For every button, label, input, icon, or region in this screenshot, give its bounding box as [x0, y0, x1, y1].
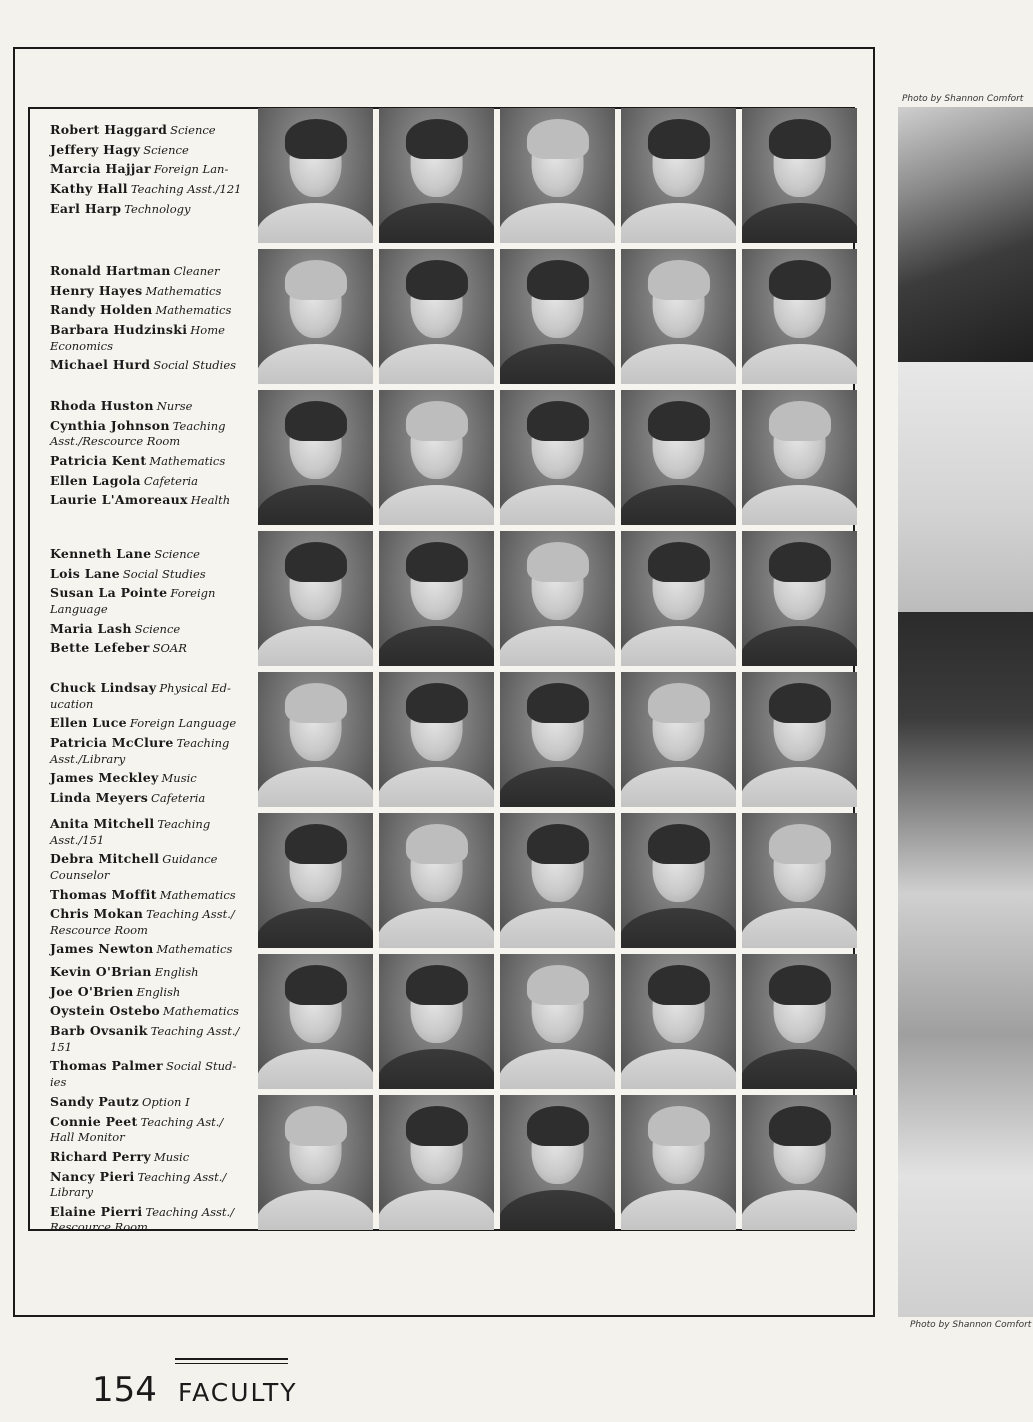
faculty-name: Oystein Ostebo [50, 1003, 161, 1019]
faculty-name: Debra Mitchell [50, 851, 160, 867]
caption-entry [50, 964, 250, 980]
faculty-portrait [258, 954, 373, 1089]
faculty-dept: Teaching Asst./151 [50, 817, 211, 847]
portrait-hair [405, 824, 467, 865]
faculty-name: James Meckley [50, 770, 159, 786]
caption-entry [50, 941, 250, 957]
faculty-portrait [621, 954, 736, 1089]
portrait-hair [284, 401, 346, 442]
faculty-dept: Mathematics [159, 887, 236, 902]
faculty-dept: Mathematics [156, 942, 233, 957]
caption-entry [50, 621, 250, 637]
faculty-portrait [621, 108, 736, 243]
caption-entry [50, 357, 250, 373]
portrait-shoulders [258, 767, 373, 808]
faculty-dept: Cafeteria [151, 790, 206, 805]
faculty-name: Laurie L'Amoreaux [50, 492, 188, 508]
portrait-hair [647, 401, 709, 442]
faculty-dept: Social Studies [122, 566, 206, 581]
faculty-name: Sandy Pautz [50, 1094, 139, 1109]
faculty-portrait [379, 249, 494, 384]
portrait-hair [647, 965, 709, 1006]
caption-entry [50, 492, 250, 508]
portrait-hair [526, 824, 588, 865]
faculty-portrait [500, 954, 615, 1089]
faculty-name: Rhoda Huston [50, 398, 154, 413]
faculty-portrait [742, 672, 857, 807]
portrait-shoulders [742, 485, 857, 526]
faculty-dept: Teaching Asst./ Rescource Room [50, 907, 235, 937]
caption-entry [50, 1058, 250, 1089]
caption-entry [50, 715, 250, 731]
faculty-dept: Cleaner [173, 264, 220, 278]
portrait-hair [405, 260, 467, 301]
faculty-dept: Science [170, 123, 216, 137]
faculty-dept: Music [153, 1149, 190, 1164]
faculty-name: Nancy Pieri [50, 1168, 135, 1184]
faculty-portrait [500, 108, 615, 243]
caption-entry [50, 816, 250, 847]
portrait-hair [284, 542, 346, 583]
faculty-name: Ellen Lagola [50, 472, 141, 488]
faculty-portrait [379, 531, 494, 666]
portrait-shoulders [621, 344, 736, 385]
caption-entry [50, 1169, 250, 1200]
faculty-name: Anita Mitchell [50, 816, 155, 831]
portrait-hair [768, 542, 830, 583]
portrait-hair [405, 542, 467, 583]
portrait-shoulders [621, 1190, 736, 1231]
portrait-grid [258, 108, 855, 1230]
faculty-name: Maria Lash [50, 620, 132, 636]
portrait-shoulders [258, 344, 373, 385]
portrait-shoulders [379, 626, 494, 667]
faculty-portrait [621, 813, 736, 948]
faculty-portrait [742, 531, 857, 666]
portrait-hair [405, 119, 467, 160]
portrait-shoulders [621, 908, 736, 949]
portrait-shoulders [742, 626, 857, 667]
portrait-hair [405, 683, 467, 724]
faculty-portrait [379, 1095, 494, 1230]
faculty-dept: Mathematics [149, 453, 226, 468]
faculty-dept: Mathematics [155, 303, 232, 318]
faculty-portrait [258, 813, 373, 948]
portrait-hair [526, 1106, 588, 1147]
portrait-shoulders [379, 908, 494, 949]
caption-group-3 [50, 398, 250, 512]
faculty-name: Susan La Pointe [50, 585, 168, 601]
caption-entry [50, 142, 250, 158]
faculty-portrait [258, 531, 373, 666]
portrait-hair [526, 401, 588, 442]
faculty-name: Joe O'Brien [50, 983, 134, 999]
faculty-dept: Science [143, 142, 189, 157]
faculty-portrait [742, 249, 857, 384]
portrait-hair [526, 683, 588, 724]
photo-credit-bottom: Photo by Shannon Comfort [910, 1320, 1032, 1330]
caption-entry [50, 1094, 250, 1110]
portrait-hair [768, 119, 830, 160]
portrait-hair [526, 965, 588, 1006]
portrait-shoulders [379, 485, 494, 526]
portrait-hair [526, 119, 588, 160]
faculty-dept: Science [134, 621, 181, 636]
faculty-portrait [742, 954, 857, 1089]
faculty-dept: English [136, 984, 181, 999]
faculty-name: Henry Hayes [50, 282, 143, 298]
portrait-shoulders [742, 767, 857, 808]
faculty-dept: Science [154, 547, 200, 561]
side-photo-board [898, 362, 1033, 612]
caption-entry [50, 201, 250, 217]
caption-entry [50, 1149, 250, 1165]
side-photo-desk [898, 107, 1033, 362]
faculty-dept: Guidance Counselor [50, 852, 218, 882]
faculty-portrait [379, 813, 494, 948]
faculty-dept: Foreign Lan- [153, 162, 229, 177]
faculty-portrait [258, 108, 373, 243]
page-number: 154 [92, 1370, 157, 1410]
faculty-dept: Social Stud- ies [50, 1059, 237, 1089]
portrait-hair [647, 1106, 709, 1147]
faculty-dept: Mathematics [145, 283, 222, 298]
portrait-hair [768, 401, 830, 442]
portrait-hair [284, 683, 346, 724]
faculty-portrait [742, 1095, 857, 1230]
caption-entry [50, 263, 250, 279]
portrait-shoulders [742, 1049, 857, 1090]
portrait-hair [647, 542, 709, 583]
caption-entry [50, 1003, 250, 1019]
faculty-portrait [258, 1095, 373, 1230]
faculty-name: Randy Holden [50, 302, 153, 318]
caption-entry [50, 453, 250, 469]
caption-entry [50, 906, 250, 937]
faculty-name: Jeffery Hagy [50, 141, 141, 157]
section-title: FACULTY [178, 1378, 298, 1407]
caption-entry [50, 640, 250, 656]
faculty-portrait [258, 390, 373, 525]
portrait-shoulders [500, 1049, 615, 1090]
faculty-dept: Teaching Asst./Library [50, 735, 230, 766]
faculty-dept: Teaching Asst./ 151 [50, 1023, 240, 1054]
caption-entry [50, 984, 250, 1000]
caption-group-6 [50, 816, 250, 961]
faculty-dept: Home Economics [50, 322, 225, 353]
faculty-name: Robert Haggard [50, 122, 168, 137]
title-rule [175, 1363, 288, 1364]
faculty-dept: Technology [124, 201, 191, 216]
portrait-hair [284, 119, 346, 160]
faculty-portrait [742, 813, 857, 948]
caption-entry [50, 398, 250, 414]
faculty-dept: Teaching Asst./Rescource Room [50, 418, 226, 449]
faculty-name: Ronald Hartman [50, 263, 171, 278]
faculty-name: Marcia Hajjar [50, 161, 151, 177]
caption-group-1 [50, 122, 250, 220]
caption-entry [50, 770, 250, 786]
portrait-shoulders [500, 485, 615, 526]
faculty-name: Lois Lane [50, 565, 120, 581]
caption-group-7 [50, 964, 250, 1093]
faculty-portrait [379, 954, 494, 1089]
caption-entry [50, 122, 250, 138]
portrait-hair [405, 965, 467, 1006]
faculty-dept: SOAR [152, 641, 187, 656]
caption-entry [50, 181, 250, 197]
portrait-hair [526, 542, 588, 583]
faculty-portrait [379, 108, 494, 243]
portrait-hair [768, 824, 830, 865]
faculty-dept: Option I [142, 1095, 190, 1109]
faculty-name: Earl Harp [50, 200, 122, 216]
faculty-name: Ellen Luce [50, 715, 127, 731]
faculty-name: Thomas Moffit [50, 886, 157, 902]
portrait-shoulders [621, 1049, 736, 1090]
portrait-hair [647, 260, 709, 301]
faculty-portrait [621, 672, 736, 807]
faculty-dept: Foreign Language [129, 716, 237, 731]
portrait-shoulders [258, 203, 373, 244]
faculty-name: Linda Meyers [50, 789, 149, 805]
caption-entry [50, 887, 250, 903]
faculty-name: Kevin O'Brian [50, 964, 152, 979]
faculty-name: Thomas Palmer [50, 1058, 164, 1074]
faculty-name: Patricia Kent [50, 452, 147, 468]
faculty-name: Barb Ovsanik [50, 1022, 148, 1038]
faculty-name: Patricia McClure [50, 734, 174, 750]
portrait-hair [284, 260, 346, 301]
faculty-name: Connie Peet [50, 1113, 138, 1129]
faculty-name: Cynthia Johnson [50, 417, 170, 433]
portrait-shoulders [258, 1190, 373, 1231]
caption-entry [50, 1114, 250, 1145]
portrait-shoulders [258, 626, 373, 667]
portrait-shoulders [742, 203, 857, 244]
caption-group-5 [50, 680, 250, 809]
portrait-hair [647, 824, 709, 865]
faculty-dept: Teaching Asst./121 [130, 181, 242, 196]
faculty-name: Michael Hurd [50, 357, 151, 373]
portrait-hair [768, 965, 830, 1006]
caption-entry [50, 1023, 250, 1054]
portrait-hair [768, 260, 830, 301]
faculty-dept: Health [190, 493, 231, 508]
portrait-shoulders [379, 767, 494, 808]
portrait-shoulders [500, 344, 615, 385]
faculty-portrait [621, 531, 736, 666]
faculty-dept: Foreign Language [50, 586, 216, 616]
faculty-portrait [500, 672, 615, 807]
portrait-shoulders [500, 1190, 615, 1231]
caption-entry [50, 418, 250, 449]
portrait-shoulders [500, 626, 615, 667]
faculty-dept: Social Studies [153, 358, 237, 373]
faculty-dept: English [154, 965, 199, 979]
faculty-portrait [742, 108, 857, 243]
portrait-hair [405, 401, 467, 442]
portrait-hair [284, 824, 346, 865]
faculty-portrait [742, 390, 857, 525]
portrait-shoulders [621, 626, 736, 667]
faculty-dept: Nurse [156, 399, 193, 413]
photo-credit-top: Photo by Shannon Comfort [902, 94, 1024, 104]
caption-entry [50, 680, 250, 711]
faculty-portrait [379, 390, 494, 525]
caption-entry [50, 585, 250, 616]
portrait-hair [526, 260, 588, 301]
faculty-dept: Teaching Asst./ Library [50, 1169, 227, 1200]
faculty-dept: Cafeteria [143, 473, 199, 488]
portrait-shoulders [500, 767, 615, 808]
caption-entry [50, 546, 250, 562]
faculty-name: Kathy Hall [50, 180, 128, 196]
faculty-name: Bette Lefeber [50, 640, 150, 656]
faculty-portrait [258, 672, 373, 807]
caption-entry [50, 283, 250, 299]
caption-entry [50, 851, 250, 882]
caption-entry [50, 161, 250, 177]
faculty-name: Chris Mokan [50, 906, 144, 922]
faculty-dept: Teaching Asst./ Rescource Room [50, 1204, 235, 1235]
caption-entry [50, 1204, 250, 1235]
faculty-portrait [621, 1095, 736, 1230]
caption-entry [50, 735, 250, 766]
faculty-portrait [621, 390, 736, 525]
portrait-shoulders [621, 485, 736, 526]
faculty-dept: Teaching Ast./ Hall Monitor [50, 1114, 224, 1145]
portrait-shoulders [742, 344, 857, 385]
caption-entry [50, 302, 250, 318]
portrait-shoulders [742, 1190, 857, 1231]
portrait-shoulders [258, 1049, 373, 1090]
faculty-name: Kenneth Lane [50, 546, 152, 561]
faculty-name: Richard Perry [50, 1148, 151, 1164]
faculty-portrait [379, 672, 494, 807]
caption-entry [50, 790, 250, 806]
faculty-portrait [500, 813, 615, 948]
caption-group-2 [50, 263, 250, 377]
portrait-shoulders [742, 908, 857, 949]
portrait-shoulders [500, 203, 615, 244]
portrait-hair [284, 965, 346, 1006]
portrait-shoulders [258, 908, 373, 949]
faculty-name: Barbara Hudzinski [50, 321, 188, 337]
portrait-shoulders [379, 203, 494, 244]
portrait-shoulders [621, 767, 736, 808]
portrait-shoulders [621, 203, 736, 244]
faculty-portrait [621, 249, 736, 384]
faculty-name: Chuck Lindsay [50, 680, 157, 695]
faculty-name: Elaine Pierri [50, 1203, 143, 1219]
faculty-dept: Mathematics [163, 1004, 239, 1019]
portrait-shoulders [379, 1049, 494, 1090]
caption-entry [50, 322, 250, 353]
portrait-shoulders [379, 344, 494, 385]
caption-entry [50, 473, 250, 489]
portrait-shoulders [379, 1190, 494, 1231]
portrait-hair [284, 1106, 346, 1147]
caption-group-4 [50, 546, 250, 660]
portrait-hair [647, 119, 709, 160]
portrait-hair [405, 1106, 467, 1147]
portrait-hair [768, 683, 830, 724]
faculty-portrait [500, 249, 615, 384]
portrait-hair [647, 683, 709, 724]
faculty-portrait [500, 531, 615, 666]
portrait-shoulders [500, 908, 615, 949]
side-photo-projector [898, 612, 1033, 1317]
faculty-portrait [500, 390, 615, 525]
portrait-shoulders [258, 485, 373, 526]
faculty-dept: Physical Ed- ucation [50, 681, 231, 711]
faculty-portrait [500, 1095, 615, 1230]
faculty-portrait [258, 249, 373, 384]
faculty-dept: Music [161, 771, 197, 786]
title-rule [175, 1358, 288, 1360]
faculty-name: James Newton [50, 941, 154, 957]
caption-group-8 [50, 1094, 250, 1239]
portrait-hair [768, 1106, 830, 1147]
caption-entry [50, 566, 250, 582]
